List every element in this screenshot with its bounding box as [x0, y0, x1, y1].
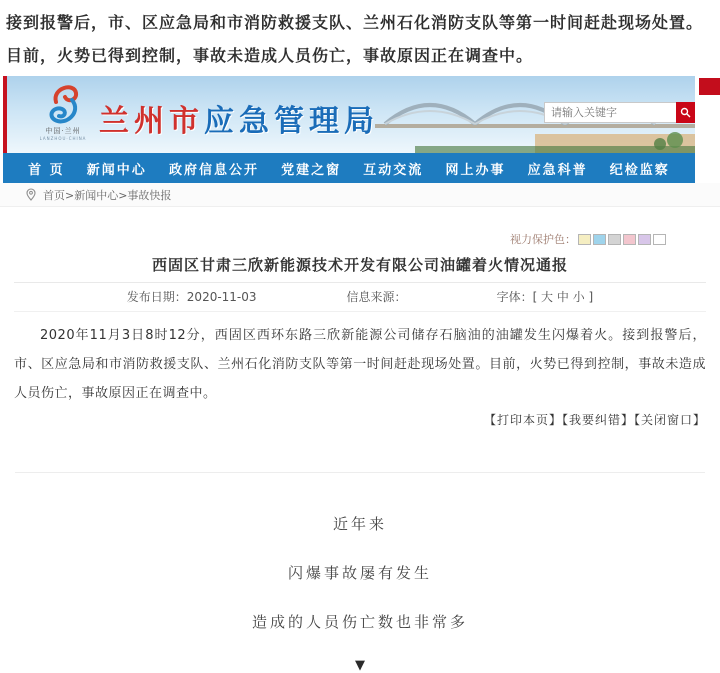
- article-area: [0, 231, 720, 428]
- nav-item-party[interactable]: 党建之窗: [281, 162, 342, 178]
- search-input[interactable]: [544, 102, 676, 123]
- site-title-city: 兰州市: [99, 104, 204, 139]
- logo-caption-en: LANZHOU·CHINA: [39, 136, 87, 141]
- nav-item-discipline[interactable]: 纪检监察: [609, 162, 670, 178]
- eye-color-swatch-5[interactable]: [638, 234, 651, 245]
- info-source: 信息来源：: [346, 290, 407, 304]
- eye-color-swatch-3[interactable]: [608, 234, 621, 245]
- eye-color-swatch-1[interactable]: [578, 234, 591, 245]
- search-button[interactable]: [676, 102, 695, 123]
- location-pin-icon: [26, 188, 36, 201]
- site-title-bureau: 应急管理局: [204, 104, 379, 139]
- font-size-control[interactable]: 字体：[ 大 中 小 ]: [496, 290, 594, 304]
- close-window-link[interactable]: 【关闭窗口】: [633, 413, 706, 427]
- article-actions: [14, 411, 706, 428]
- logo-caption-cn: 中国·兰州: [45, 127, 81, 135]
- eye-protection-row: [14, 231, 706, 245]
- breadcrumb-bar: [0, 183, 720, 207]
- eye-color-swatch-2[interactable]: [593, 234, 606, 245]
- logo-swirl-icon: [42, 82, 84, 126]
- eye-color-swatch-4[interactable]: [623, 234, 636, 245]
- banner-corner-decoration: [699, 78, 720, 95]
- nav-item-interaction[interactable]: 互动交流: [363, 162, 424, 178]
- outro-line-2: 闪爆事故屡有发生: [287, 564, 432, 582]
- nav-item-news[interactable]: 新闻中心: [86, 162, 147, 178]
- nav-item-home[interactable]: 首 页: [28, 162, 65, 178]
- search-icon: [680, 107, 691, 118]
- intro-paragraph: 接到报警后，市、区应急局和市消防救援支队、兰州石化消防支队等第一时间赶赴现场处置。目前，火势已得到控制，事故未造成人员伤亡，事故原因正在调查中。: [6, 13, 704, 65]
- outro-line-1: 近年来: [332, 515, 387, 533]
- site-screenshot: [0, 76, 720, 428]
- site-banner: [3, 76, 695, 153]
- outro-line-3: 造成的人员伤亡数也非常多: [251, 613, 468, 631]
- publish-date: 发布日期：2020-11-03: [126, 290, 257, 304]
- outro-section: [0, 513, 720, 632]
- site-logo: [31, 82, 95, 141]
- breadcrumb[interactable]: 首页>新闻中心>事故快报: [43, 188, 172, 202]
- nav-item-online-service[interactable]: 网上办事: [445, 162, 506, 178]
- article-title: 西固区甘肃三欣新能源技术开发有限公司油罐着火情况通报: [151, 256, 568, 274]
- main-nav: [3, 153, 695, 183]
- print-page-link[interactable]: 【打印本页】: [483, 413, 562, 427]
- report-error-link[interactable]: 【我要纠错】: [561, 413, 634, 427]
- eye-protection-label: 视力保护色：: [510, 233, 576, 246]
- search-bar: [544, 102, 695, 123]
- section-divider: [15, 472, 705, 473]
- article-body: 2020年11月3日8时12分，西固区西环东路三欣新能源公司储存石脑油的油罐发生闪爆着火。接到报警后，市、区应急局和市消防救援支队、兰州石化消防支队等第一时间赶赴现场处置。目前，火势已得到控制，事故未造成人员伤亡，事故原因正在调查中。: [14, 328, 706, 401]
- article-meta: [14, 283, 706, 312]
- site-title: [99, 96, 379, 140]
- down-triangle-icon: ▼: [355, 658, 365, 673]
- nav-item-science[interactable]: 应急科普: [527, 162, 588, 178]
- nav-item-gov-info[interactable]: 政府信息公开: [168, 162, 259, 178]
- eye-color-swatch-6[interactable]: [653, 234, 666, 245]
